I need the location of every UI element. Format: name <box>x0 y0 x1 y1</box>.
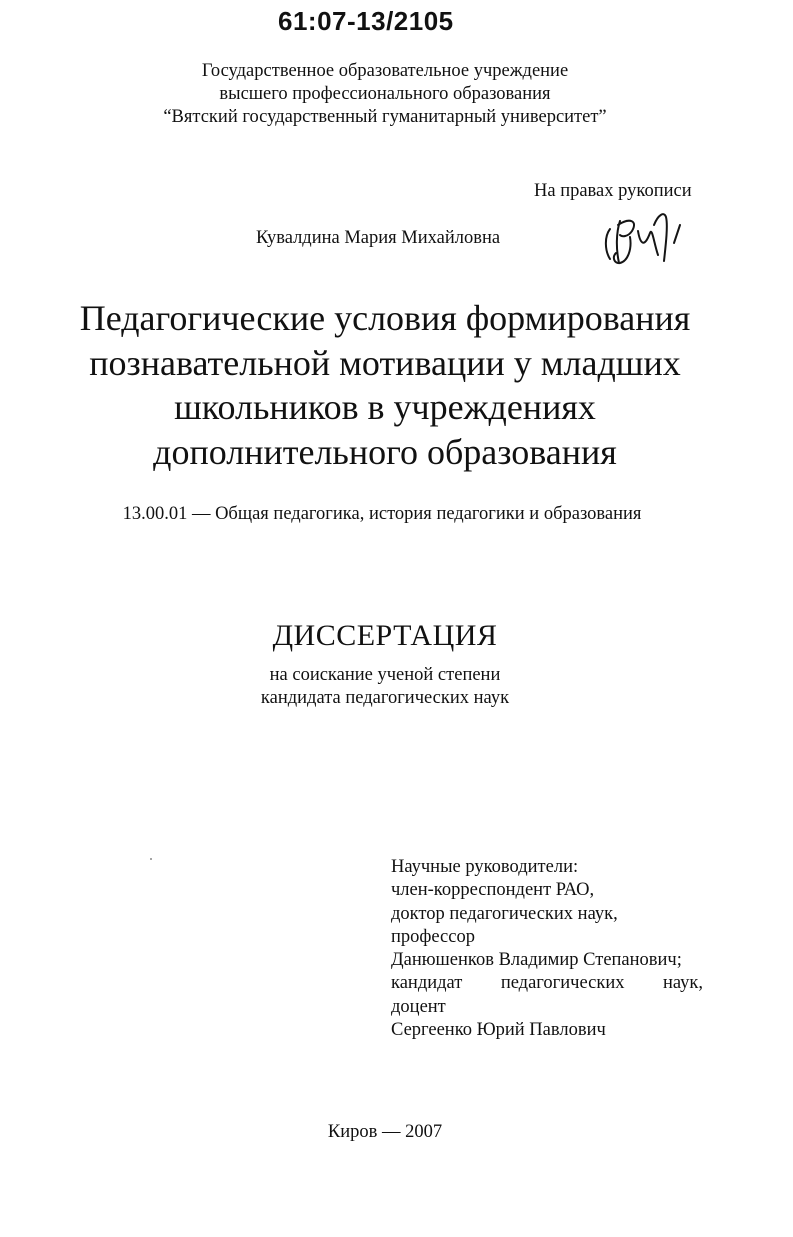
supervisor-word: педагогических <box>500 973 625 994</box>
degree-line: кандидата педагогических наук <box>260 688 510 708</box>
author-name: Кувалдина Мария Михайловна <box>256 228 501 248</box>
supervisor-line: член-корреспондент РАО, <box>391 880 595 901</box>
supervisor-line: доцент <box>391 996 446 1017</box>
title-line: познавательной мотивации у младших <box>89 342 681 383</box>
supervisors-block <box>391 856 703 1042</box>
scan-speck <box>150 858 152 860</box>
degree-block <box>0 664 770 710</box>
supervisor-line: доктор педагогических наук, <box>391 903 618 924</box>
supervisor-word: кандидат <box>391 973 463 994</box>
city-year: Киров — 2007 <box>327 1122 443 1142</box>
title-line: дополнительного образования <box>153 431 617 472</box>
manuscript-note: На правах рукописи <box>534 181 692 201</box>
signature-icon <box>596 203 696 269</box>
title-line: Педагогические условия формирования <box>79 298 691 338</box>
specialty-code: 13.00.01 — Общая педагогика, история педагогики и образования <box>122 504 642 524</box>
degree-line: на соискание ученой степени <box>269 665 501 685</box>
title-line: школьников в учреждениях <box>174 387 596 427</box>
supervisors-heading: Научные руководители: <box>391 857 579 877</box>
supervisor-line: профессор <box>391 926 475 947</box>
dissertation-title <box>0 296 770 474</box>
supervisor-word: наук, <box>662 973 703 994</box>
institution-block <box>0 60 770 129</box>
supervisor-line-justified <box>391 972 703 995</box>
supervisor-line: Данюшенков Владимир Степанович; <box>391 950 682 971</box>
institution-line: высшего профессионального образования <box>219 84 551 104</box>
institution-line: Государственное образовательное учреждение <box>201 61 569 81</box>
supervisor-line: Сергеенко Юрий Павлович <box>391 1020 606 1041</box>
catalog-code: 61:07-13/2105 <box>278 6 454 36</box>
institution-line: “Вятский государственный гуманитарный университет” <box>163 107 607 127</box>
document-type-heading: ДИССЕРТАЦИЯ <box>272 619 498 652</box>
